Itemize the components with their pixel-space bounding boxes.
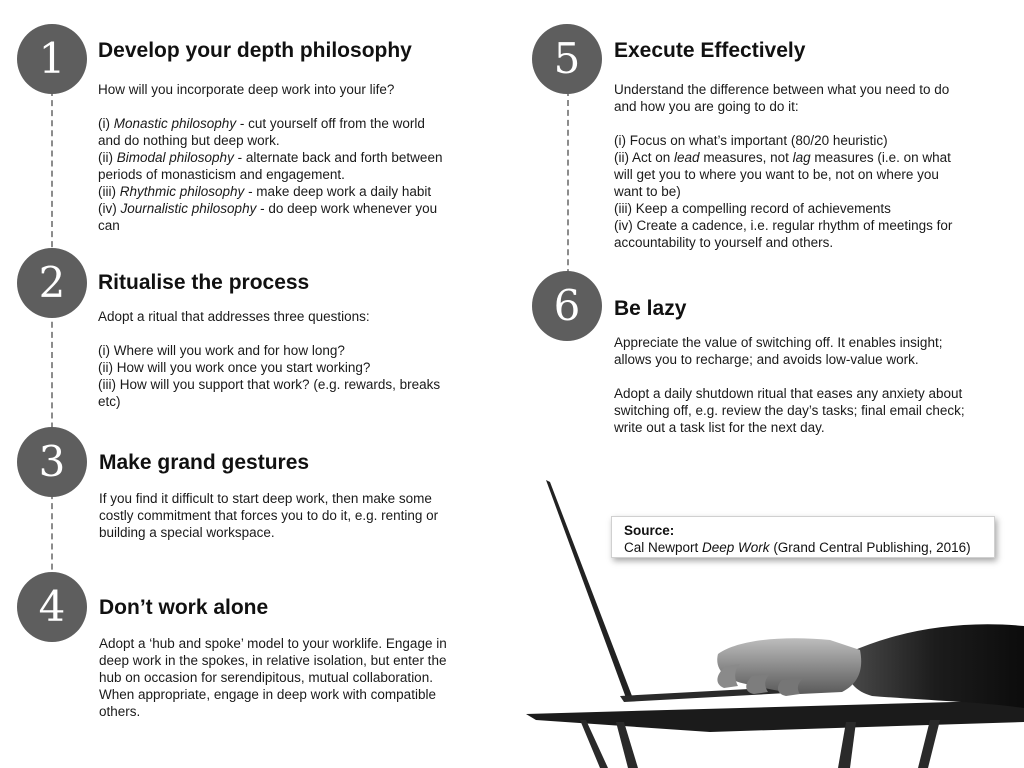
timeline-connector-left	[51, 90, 53, 620]
arm-sleeve	[847, 624, 1024, 708]
section-text-line: Appreciate the value of switching off. It enables insight;	[614, 335, 943, 350]
section-text-line: If you find it difficult to start deep work, then make some	[99, 491, 432, 506]
section-text-line: others.	[99, 704, 141, 719]
execute-item-record: (iii) Keep a compelling record of achievements	[614, 201, 891, 216]
step-number-2: 2	[17, 248, 87, 318]
section-intro: How will you incorporate deep work into your life?	[98, 82, 395, 97]
section-text-line: Adopt a daily shutdown ritual that eases any anxiety about	[614, 386, 963, 401]
section-title: Make grand gestures	[99, 451, 310, 474]
section-execute-effectively	[614, 38, 952, 251]
laptop-screen	[546, 480, 632, 698]
desk-leg	[918, 720, 940, 768]
section-text-line: When appropriate, engage in deep work with compatible	[99, 687, 436, 702]
philosophy-item-bimodal-cont: periods of monasticism and engagement.	[98, 167, 345, 182]
philosophy-item-monastic-cont: and do nothing but deep work.	[98, 133, 280, 148]
step-number-5: 5	[532, 24, 602, 94]
desk-leg	[580, 720, 608, 768]
execute-item-lead-measures-cont: want to be)	[614, 184, 681, 199]
section-text-line: deep work in the spokes, in relative isolation, but enter the	[99, 653, 447, 668]
philosophy-item-monastic: (i) Monastic philosophy - cut yourself off from the world	[98, 116, 425, 131]
desk-surface	[526, 700, 1024, 732]
section-text-line: Adopt a ‘hub and spoke’ model to your worklife. Engage in	[99, 636, 447, 651]
execute-item-focus: (i) Focus on what’s important (80/20 heuristic)	[614, 133, 888, 148]
source-reference: Cal Newport Deep Work (Grand Central Publishing, 2016)	[624, 540, 971, 555]
section-intro: Adopt a ritual that addresses three questions:	[98, 309, 370, 324]
section-title: Execute Effectively	[614, 39, 806, 62]
desk-leg	[616, 722, 638, 768]
ritual-question: (ii) How will you work once you start working?	[98, 360, 371, 375]
section-text-line: allows you to recharge; and avoids low-value work.	[614, 352, 919, 367]
source-citation	[611, 516, 995, 558]
source-label: Source:	[624, 523, 675, 538]
section-intro-cont: and how you are going to do it:	[614, 99, 799, 114]
desk-leg	[838, 722, 856, 768]
section-be-lazy	[614, 296, 965, 436]
section-ritualise	[98, 270, 440, 410]
section-text-line: costly commitment that forces you to do it, e.g. renting or	[99, 508, 439, 523]
philosophy-item-journalistic: (iv) Journalistic philosophy - do deep work whenever you	[98, 201, 438, 216]
ritual-question-cont: etc)	[98, 394, 121, 409]
philosophy-item-bimodal: (ii) Bimodal philosophy - alternate back and forth between	[98, 150, 443, 165]
section-title: Don’t work alone	[99, 596, 269, 619]
section-depth-philosophy	[98, 38, 442, 234]
section-text-line: building a special workspace.	[99, 525, 275, 540]
section-dont-work-alone	[99, 595, 447, 720]
section-grand-gestures	[99, 450, 438, 541]
step-number-6: 6	[532, 271, 602, 341]
laptop-illustration	[520, 470, 1024, 768]
execute-item-cadence-cont: accountability to yourself and others.	[614, 235, 834, 250]
section-intro: Understand the difference between what you need to do	[614, 82, 950, 97]
execute-item-cadence: (iv) Create a cadence, i.e. regular rhythm of meetings for	[614, 218, 953, 233]
ritual-question: (i) Where will you work and for how long?	[98, 343, 345, 358]
step-number-4: 4	[17, 572, 87, 642]
execute-item-lead-measures: (ii) Act on lead measures, not lag measures (i.e. on what	[614, 150, 951, 165]
philosophy-item-rhythmic: (iii) Rhythmic philosophy - make deep work a daily habit	[98, 184, 432, 199]
section-text-line: switching off, e.g. review the day’s tasks; final email check;	[614, 403, 965, 418]
execute-item-lead-measures-cont: will get you to where you want to be, not on where you	[614, 167, 939, 182]
section-title: Be lazy	[614, 297, 687, 320]
section-text-line: hub on occasion for serendipitous, mutual collaboration.	[99, 670, 433, 685]
step-number-1: 1	[17, 24, 87, 94]
philosophy-item-journalistic-cont: can	[98, 218, 120, 233]
ritual-question: (iii) How will you support that work? (e.g. rewards, breaks	[98, 377, 441, 392]
section-text-line: write out a task list for the next day.	[614, 420, 825, 435]
step-number-3: 3	[17, 427, 87, 497]
section-title: Develop your depth philosophy	[98, 39, 412, 62]
section-title: Ritualise the process	[98, 271, 310, 294]
